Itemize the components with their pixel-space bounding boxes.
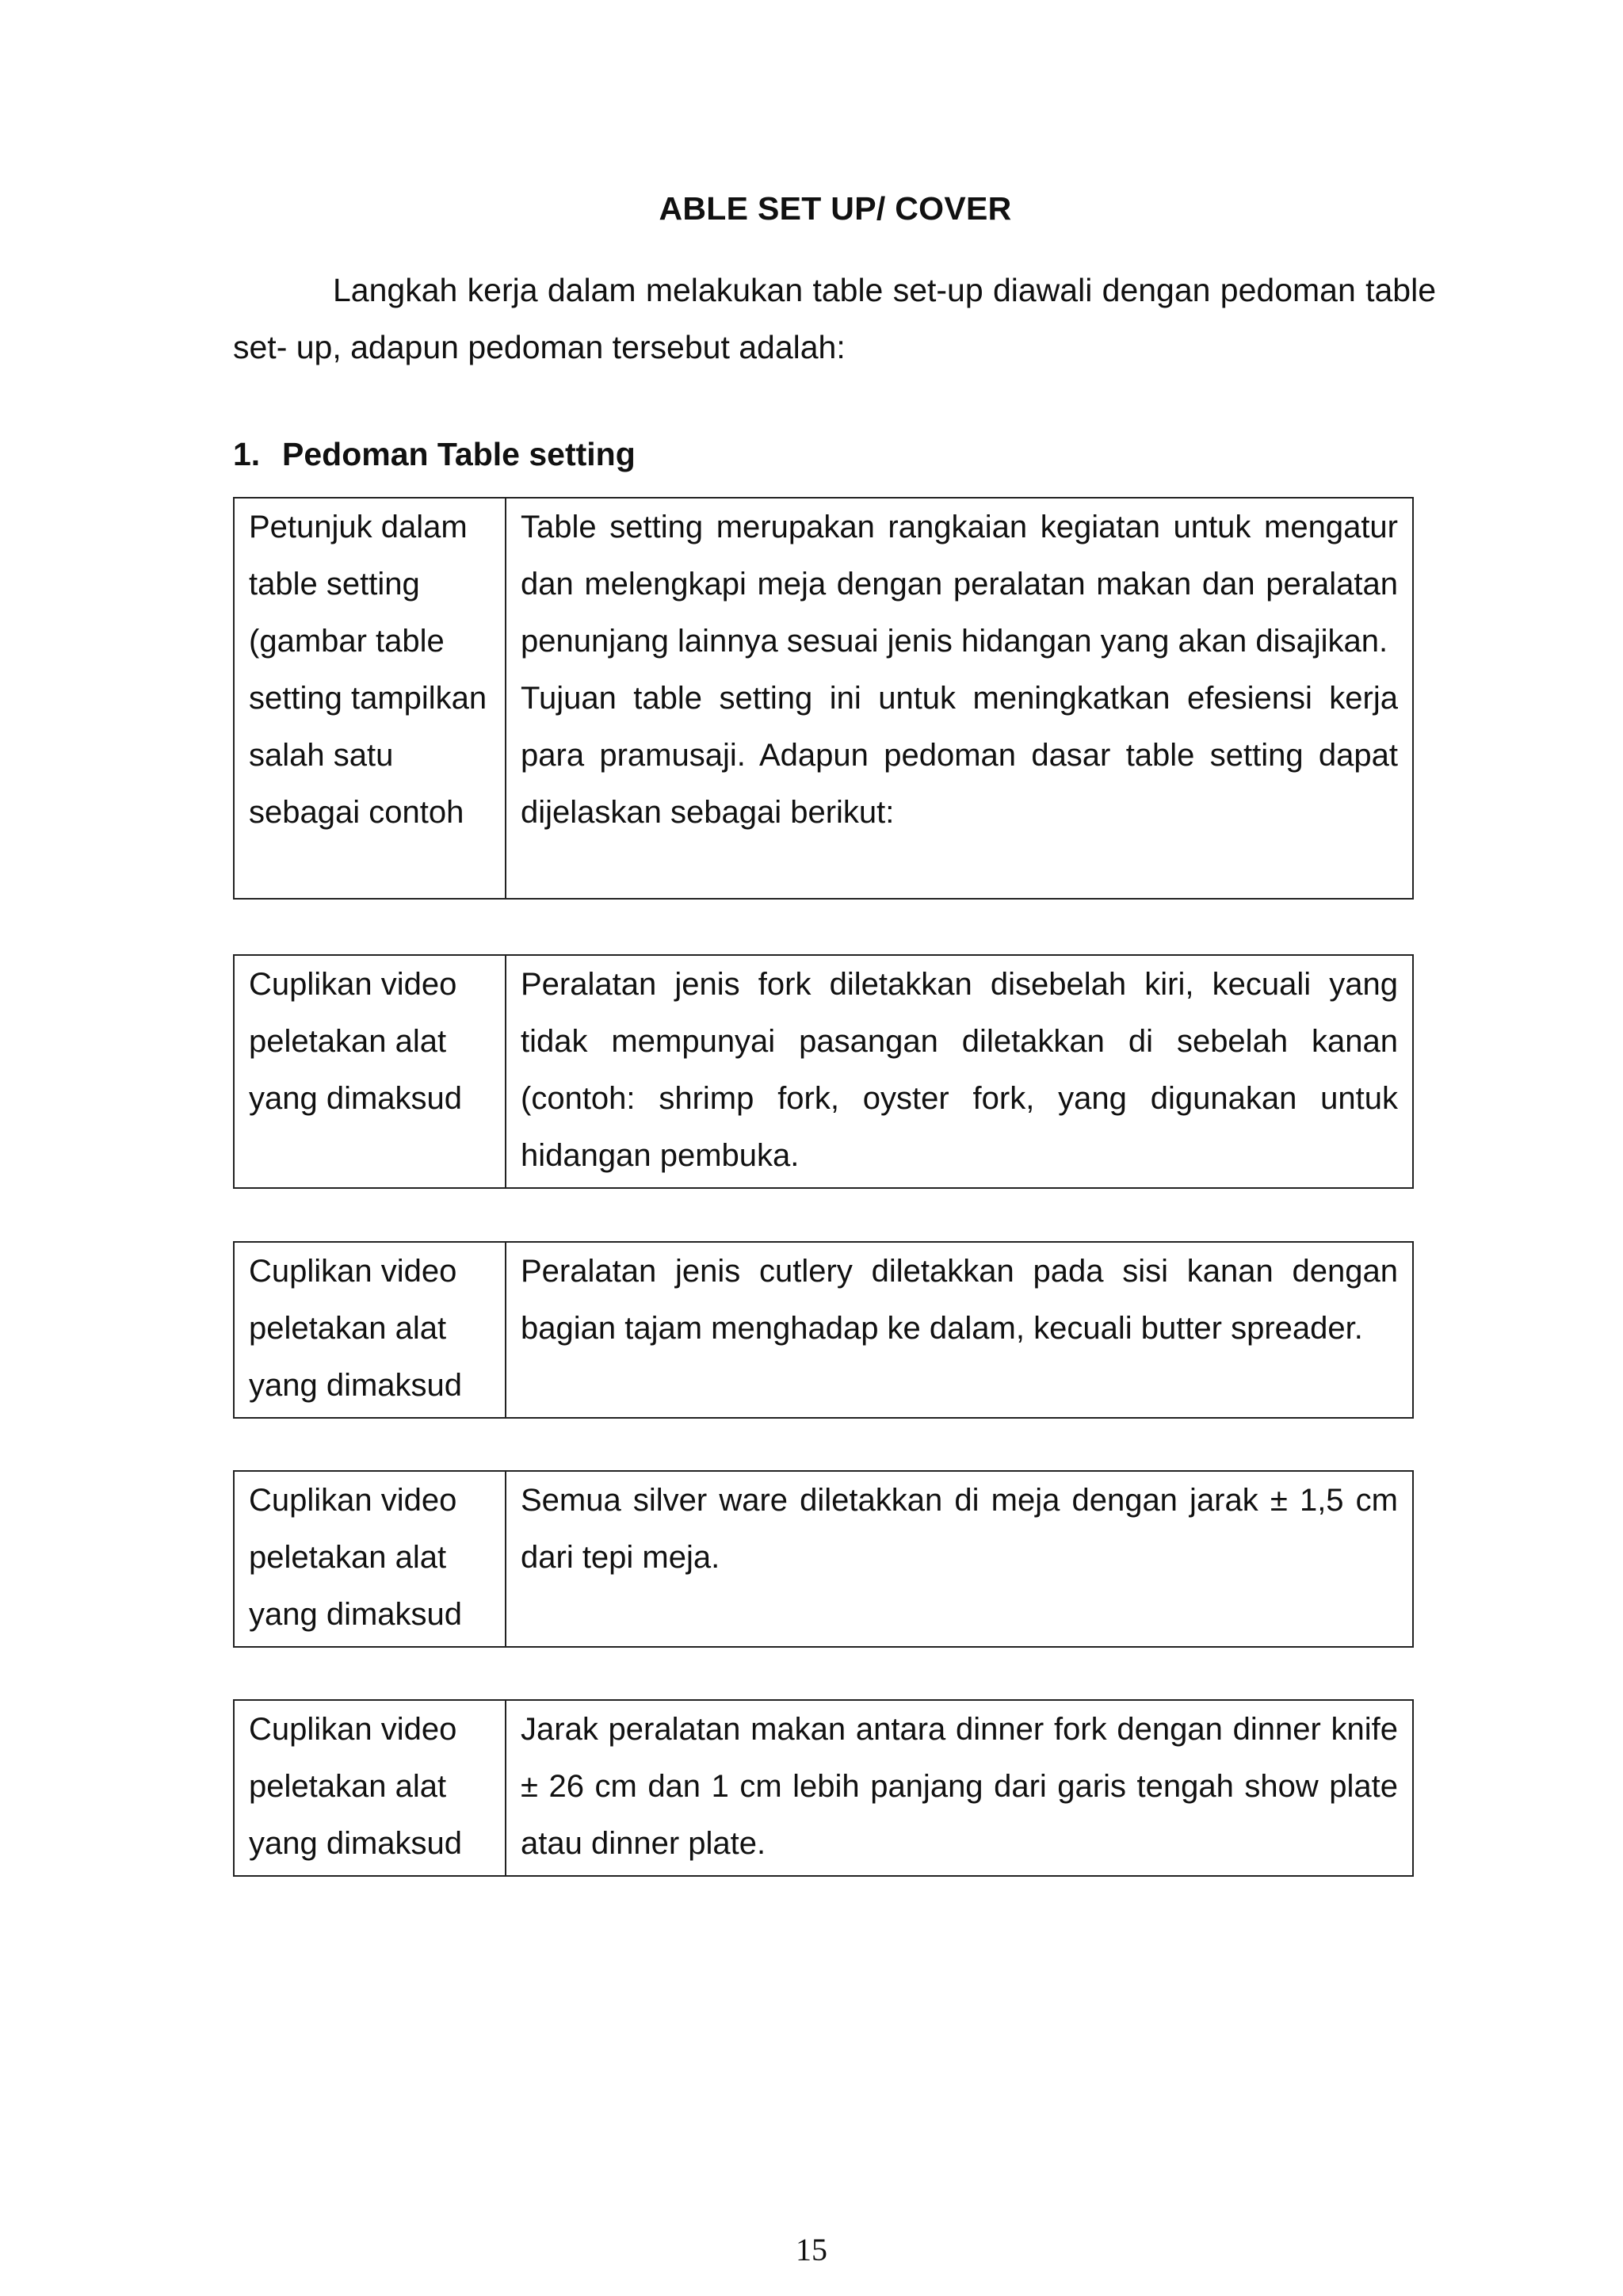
table-row: [234, 498, 1413, 899]
guideline-table-5: [233, 1699, 1414, 1877]
guideline-table-1: [233, 497, 1414, 900]
guideline-table-2: [233, 954, 1414, 1189]
section-heading-text: Pedoman Table setting: [282, 436, 636, 472]
video-clip-cell: Cuplikan video peletakan alat yang dimaksud: [234, 1242, 506, 1418]
description-paragraph: Tujuan table setting ini untuk meningkatkan efesiensi kerja para pramusaji. Adapun pedoman dasar table setting dapat dijelaskan sebagai berikut:: [521, 681, 1398, 830]
guideline-description-cell: Semua silver ware diletakkan di meja dengan jarak ± 1,5 cm dari tepi meja.: [506, 1471, 1413, 1647]
page-title: [0, 190, 1623, 227]
section-heading: [233, 436, 636, 473]
description-paragraph: Table setting merupakan rangkaian kegiatan untuk mengatur dan melengkapi meja dengan peralatan makan dan peralatan penunjang lainnya sesuai jenis hidangan yang akan disajikan.: [521, 510, 1398, 659]
table-row: [234, 955, 1413, 1188]
guideline-table-4: [233, 1470, 1414, 1648]
table-row: [234, 1242, 1413, 1418]
intro-paragraph: Langkah kerja dalam melakukan table set-up diawali dengan pedoman table set- up, adapun pedoman tersebut adalah:: [233, 272, 1436, 365]
guideline-description-cell: Peralatan jenis cutlery diletakkan pada sisi kanan dengan bagian tajam menghadap ke dalam, kecuali butter spreader.: [506, 1242, 1413, 1418]
guideline-description-cell: Peralatan jenis fork diletakkan disebelah kiri, kecuali yang tidak mempunyai pasangan diletakkan di sebelah kanan (contoh: shrimp fork, oyster fork, yang digunakan untuk hidangan pembuka.: [506, 955, 1413, 1188]
video-clip-cell: Cuplikan video peletakan alat yang dimaksud: [234, 1700, 506, 1876]
section-number: 1.: [233, 436, 261, 472]
page-title-text: ABLE SET UP/ COVER: [659, 190, 1012, 227]
page-number: 15: [796, 2232, 827, 2267]
video-clip-cell: Cuplikan video peletakan alat yang dimaksud: [234, 1471, 506, 1647]
table-row: [234, 1471, 1413, 1647]
video-clip-cell: Cuplikan video peletakan alat yang dimaksud: [234, 955, 506, 1188]
guideline-description-cell: Jarak peralatan makan antara dinner fork dengan dinner knife ± 26 cm dan 1 cm lebih panjang dari garis tengah show plate atau dinner plate.: [506, 1700, 1413, 1876]
guideline-table-3: [233, 1241, 1414, 1419]
table-row: [234, 1700, 1413, 1876]
guideline-instruction-cell: Petunjuk dalam table setting (gambar table setting tampilkan salah satu sebagai contoh: [234, 498, 506, 899]
guideline-description-cell: [506, 498, 1413, 899]
